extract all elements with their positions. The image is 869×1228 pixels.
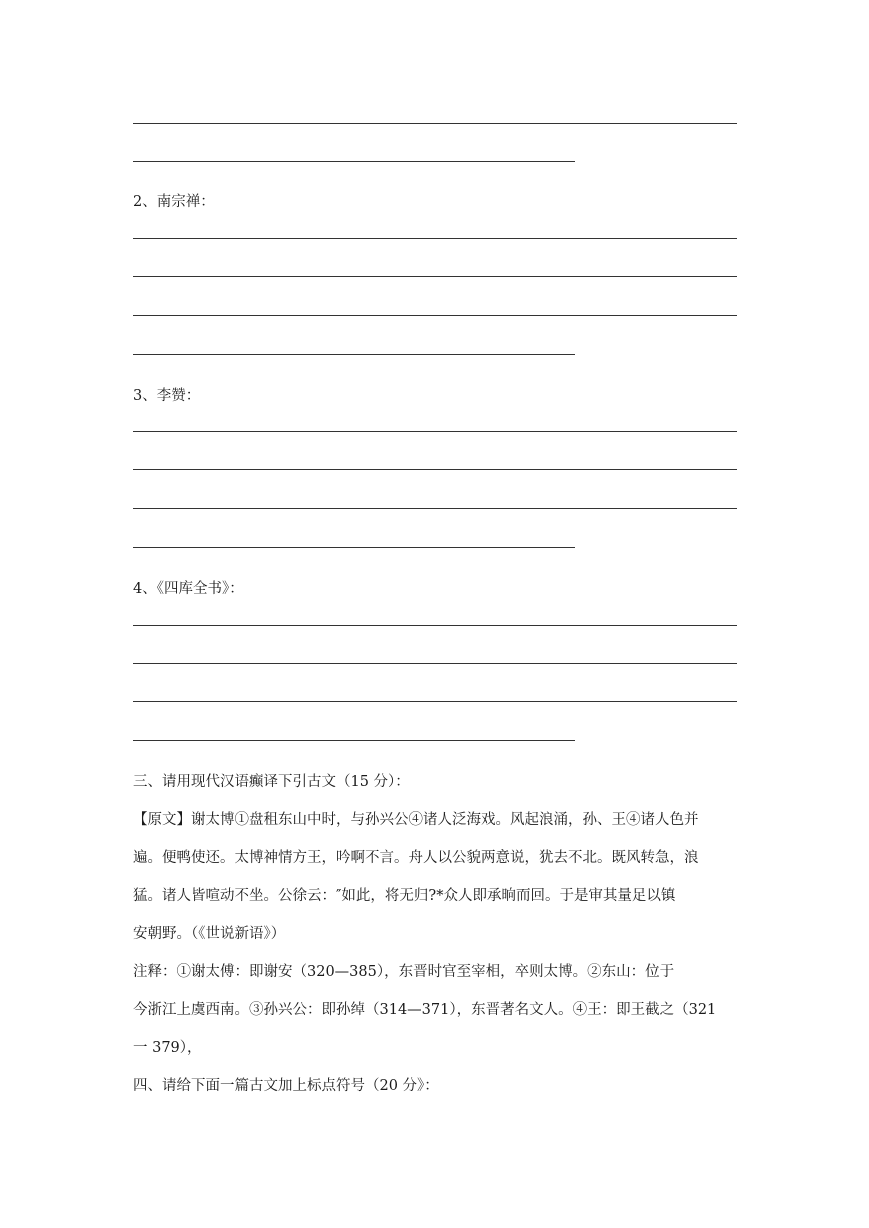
notes-line: 一 379）， [133,1040,202,1056]
item-4-label: 4、《四库全书》： [133,581,244,597]
section-4-heading: 四、请给下面一篇古文加上标点符号（20 分》： [133,1078,439,1094]
section-3-heading: 三、请用现代汉语癫译下引古文（15 分）： [133,774,410,790]
answer-line[interactable] [133,276,737,277]
original-text-line: 猛。诸人皆喧动不坐。公徐云：″如此，将无归?*众人即承晌而回。于是审其量足以镇 [133,888,676,904]
answer-line[interactable] [133,663,737,664]
original-text-line: 安朝野。（《世说新语》） [133,926,286,942]
answer-line[interactable] [133,315,737,316]
answer-line[interactable] [133,469,737,470]
answer-line[interactable] [133,354,575,355]
answer-line[interactable] [133,123,737,124]
item-2-label: 2、南宗禅： [133,194,215,210]
answer-line[interactable] [133,508,737,509]
original-text-line: 【原文】谢太博①盘租东山中时，与孙兴公④诸人泛海戏。风起浪涌，孙、王④诸人色并 [133,812,699,828]
notes-line: 今浙江上虞西南。③孙兴公：即孙绰（314—371），东晋著名文人。④王：即王截之（321 [133,1002,717,1018]
answer-line[interactable] [133,238,737,239]
answer-line[interactable] [133,740,575,741]
answer-line[interactable] [133,547,575,548]
original-text-line: 遍。便鸭使还。太博神情方王，吟啊不言。舟人以公貌两意说，犹去不北。既风转急，浪 [133,850,699,866]
answer-line[interactable] [133,701,737,702]
item-3-label: 3、李赞： [133,388,201,404]
answer-line[interactable] [133,161,575,162]
answer-line[interactable] [133,625,737,626]
answer-line[interactable] [133,431,737,432]
notes-line: 注释：①谢太傅：即谢安（320—385），东晋时官至宰相，卒则太博。②东山：位于 [133,964,675,980]
